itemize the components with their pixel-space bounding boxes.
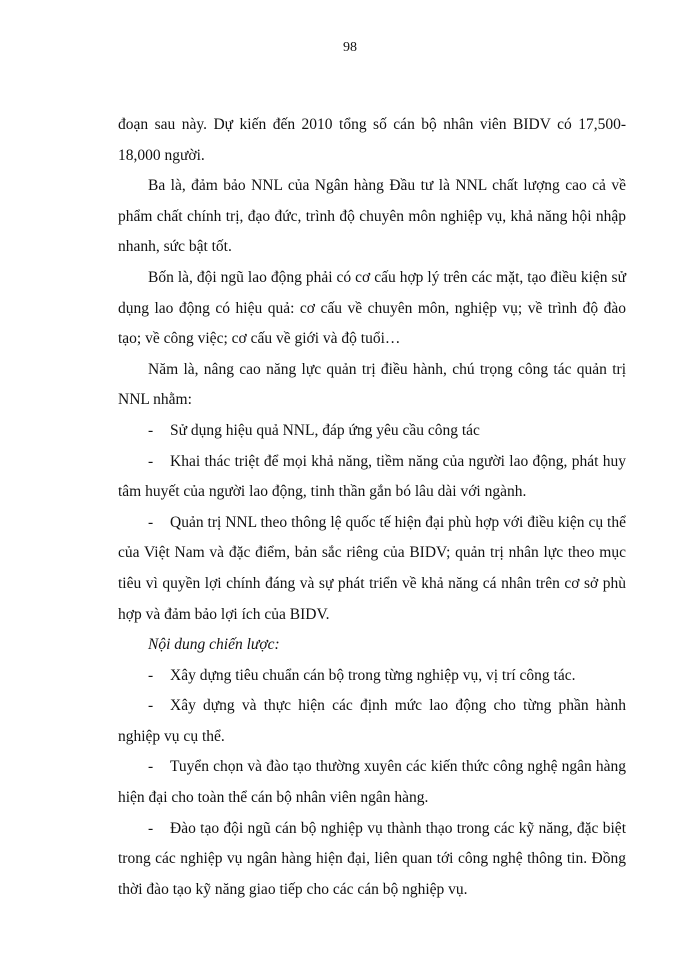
bullet-text: Tuyển chọn và đào tạo thường xuyên các kiến thức công nghệ ngân hàng hiện đại cho toàn thể cán bộ nhân viên ngân hàng. <box>118 758 626 807</box>
dash-marker: - <box>148 758 154 776</box>
bullet-item <box>118 691 626 752</box>
bullet-text: Xây dựng và thực hiện các định mức lao động cho từng phần hành nghiệp vụ cụ thể. <box>118 697 626 745</box>
body-text <box>118 110 626 905</box>
dash-marker: - <box>148 819 154 837</box>
paragraph-ba-la: Ba là, đảm bảo NNL của Ngân hàng Đầu tư là NNL chất lượng cao cả về phẩm chất chính trị, đạo đức, trình độ chuyên môn nghiệp vụ, khả năng hội nhập nhanh, sức bật tốt. <box>118 177 626 256</box>
bullet-text: Đào tạo đội ngũ cán bộ nghiệp vụ thành thạo trong các kỹ năng, đặc biệt trong các nghiệp vụ ngân hàng hiện đại, liên quan tới công nghệ thông tin. Đồng thời đào tạo kỹ năng giao tiếp cho các cán bộ nghiệp vụ. <box>118 819 626 898</box>
bullet-text: Quản trị NNL theo thông lệ quốc tế hiện đại phù hợp với điều kiện cụ thể của Việt Nam và đặc điểm, bản sắc riêng của BIDV; quản trị nhân lực theo mục tiêu vì quyền lợi chính đáng và sự phát triển về khả năng cá nhân trên cơ sở phù hợp và đảm bảo lợi ích của BIDV. <box>118 513 626 623</box>
bullet-item <box>118 508 626 630</box>
bullet-item <box>118 814 626 906</box>
paragraph-nam-la: Năm là, nâng cao năng lực quản trị điều hành, chú trọng công tác quản trị NNL nhằm: <box>118 360 626 409</box>
section-heading: Nội dung chiến lược: <box>148 636 280 654</box>
paragraph-continuation: đoạn sau này. Dự kiến đến 2010 tổng số cán bộ nhân viên BIDV có 17,500-18,000 người. <box>118 116 626 164</box>
bullet-text: Xây dựng tiêu chuẩn cán bộ trong từng nghiệp vụ, vị trí công tác. <box>170 666 576 684</box>
bullet-item <box>118 416 626 447</box>
dash-marker: - <box>148 513 154 531</box>
bullet-text: Sử dụng hiệu quả NNL, đáp ứng yêu cầu công tác <box>170 421 480 439</box>
page-number: 98 <box>343 40 357 55</box>
dash-marker: - <box>148 452 154 470</box>
dash-marker: - <box>148 697 154 715</box>
dash-marker: - <box>148 421 154 439</box>
dash-marker: - <box>148 666 154 684</box>
bullet-item <box>118 447 626 508</box>
bullet-item <box>118 661 626 692</box>
bullet-item <box>118 752 626 813</box>
paragraph-bon-la: Bốn là, đội ngũ lao động phải có cơ cấu hợp lý trên các mặt, tạo điều kiện sử dụng lao động có hiệu quả: cơ cấu về chuyên môn, nghiệp vụ; về trình độ đào tạo; về công việc; cơ cấu về giới và độ tuổi… <box>118 268 626 348</box>
bullet-text: Khai thác triệt để mọi khả năng, tiềm năng của người lao động, phát huy tâm huyết của người lao động, tinh thần gắn bó lâu dài với ngành. <box>118 452 626 501</box>
